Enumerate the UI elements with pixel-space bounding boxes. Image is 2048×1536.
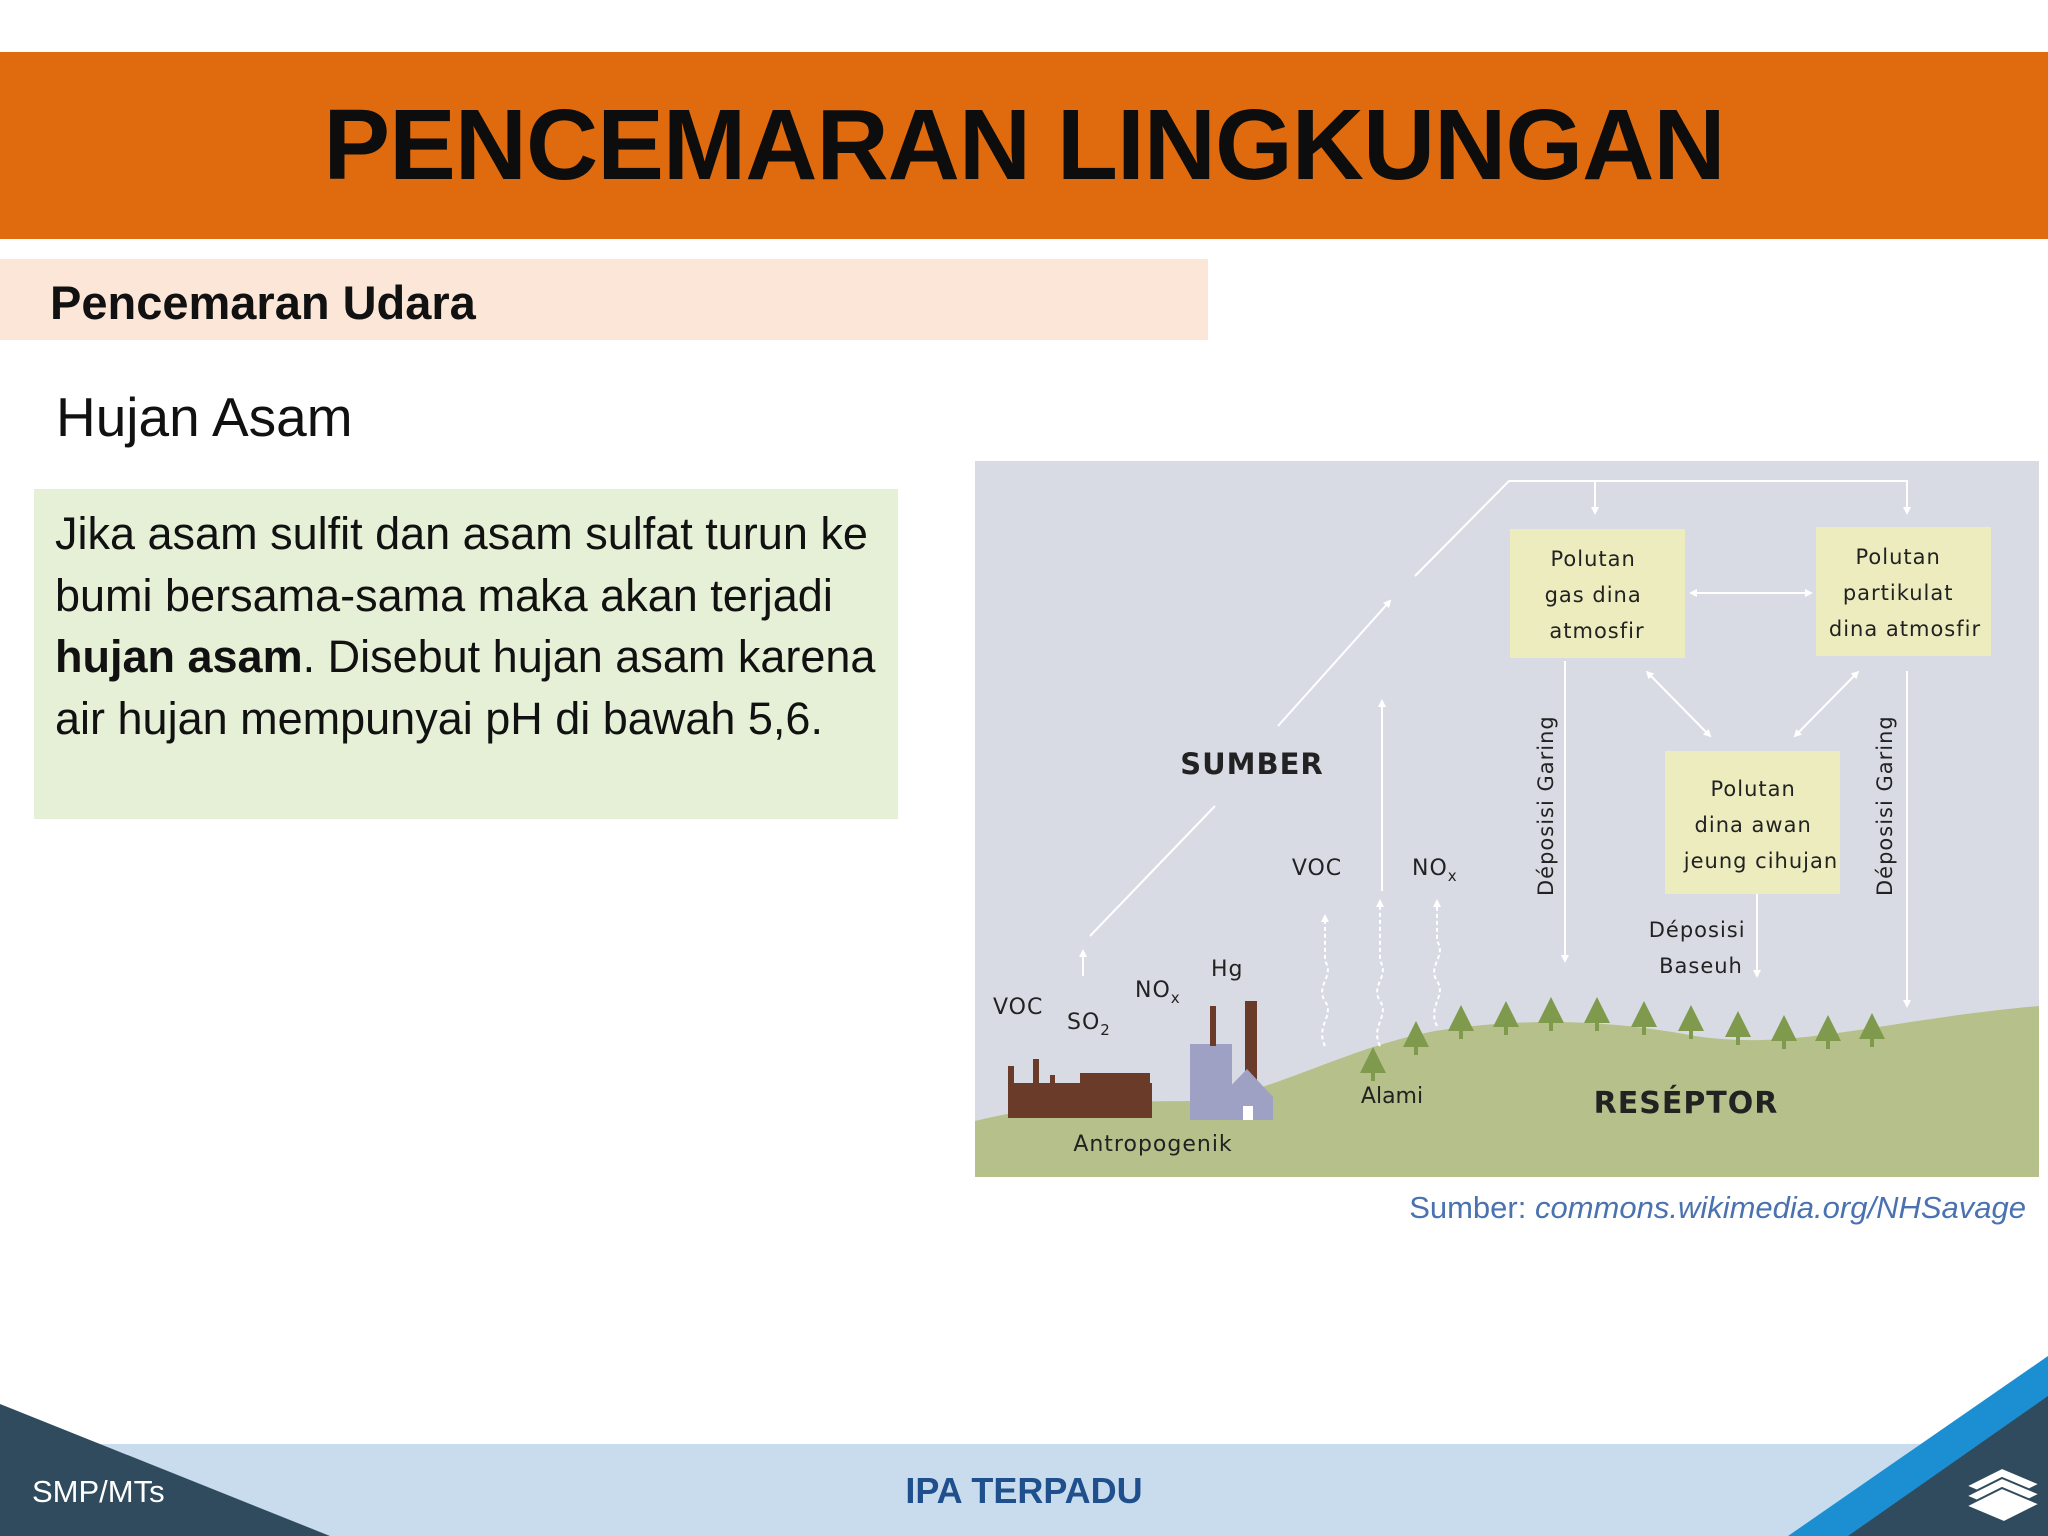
box-gas-line-3: atmosfir bbox=[1549, 619, 1645, 643]
box-cloud-line-3: jeung cihujan bbox=[1683, 849, 1839, 873]
label-voc-anthro: VOC bbox=[993, 995, 1044, 1020]
label-wet-deposition-line-2: Baseuh bbox=[1659, 954, 1743, 978]
box-gas-line-2: gas dina bbox=[1544, 583, 1642, 607]
label-so2-sub: 2 bbox=[1100, 1021, 1111, 1039]
section-title: Pencemaran Udara bbox=[50, 276, 476, 329]
label-wet-deposition-line-1: Déposisi bbox=[1648, 918, 1746, 942]
box-particulate-line-3: dina atmosfir bbox=[1828, 617, 1982, 641]
label-hg: Hg bbox=[1211, 957, 1244, 982]
image-source bbox=[1409, 1190, 2026, 1226]
label-nox-anthro: NO bbox=[1135, 978, 1171, 1003]
explanation-box bbox=[34, 489, 898, 819]
footer-level-label: SMP/MTs bbox=[32, 1474, 165, 1509]
box-particulate-line-1: Polutan bbox=[1855, 545, 1941, 569]
source-prefix: Sumber: bbox=[1409, 1190, 1535, 1225]
box-cloud-line-1: Polutan bbox=[1710, 777, 1796, 801]
title-band bbox=[0, 52, 2048, 239]
svg-text:Polutan gas dina atmos bbox=[1545, 547, 1650, 643]
box-particulate-line-2: partikulat bbox=[1842, 581, 1954, 605]
explanation-part-2: . Disebut hujan asam karena air hujan mempunyai pH di bawah 5,6. bbox=[55, 631, 876, 744]
explanation-text bbox=[55, 503, 885, 749]
explanation-part-1: Jika asam sulfit dan asam sulfat turun ke bumi bersama-sama maka akan terjadi bbox=[55, 508, 868, 621]
explanation-bold-term: hujan asam bbox=[55, 631, 303, 682]
label-nox-natural: NO bbox=[1412, 856, 1448, 881]
label-voc-natural: VOC bbox=[1291, 856, 1343, 881]
source-link[interactable]: commons.wikimedia.org/NHSavage bbox=[1534, 1190, 2026, 1225]
label-so2: SO bbox=[1067, 1010, 1101, 1035]
topic-heading: Hujan Asam bbox=[56, 386, 353, 448]
footer-right-decoration bbox=[1718, 1356, 2048, 1536]
label-sumber: SUMBER bbox=[1180, 747, 1324, 781]
label-reseptor: RESÉPTOR bbox=[1593, 1086, 1779, 1121]
label-dry-deposition-left: Déposisi Garing bbox=[1534, 715, 1558, 896]
label-nox-natural-sub: x bbox=[1447, 867, 1458, 885]
label-nox-anthro-sub: x bbox=[1170, 989, 1181, 1007]
footer-subject: IPA TERPADU bbox=[905, 1470, 1143, 1511]
box-gas-line-1: Polutan bbox=[1550, 547, 1636, 571]
section-bar bbox=[0, 259, 1208, 340]
label-alami: Alami bbox=[1360, 1084, 1424, 1109]
page-title: PENCEMARAN LINGKUNGAN bbox=[323, 89, 1725, 201]
box-cloud-line-2: dina awan bbox=[1694, 813, 1812, 837]
acid-rain-diagram bbox=[975, 461, 2039, 1177]
label-dry-deposition-right: Déposisi Garing bbox=[1873, 715, 1897, 896]
label-antropogenik: Antropogenik bbox=[1073, 1132, 1233, 1157]
